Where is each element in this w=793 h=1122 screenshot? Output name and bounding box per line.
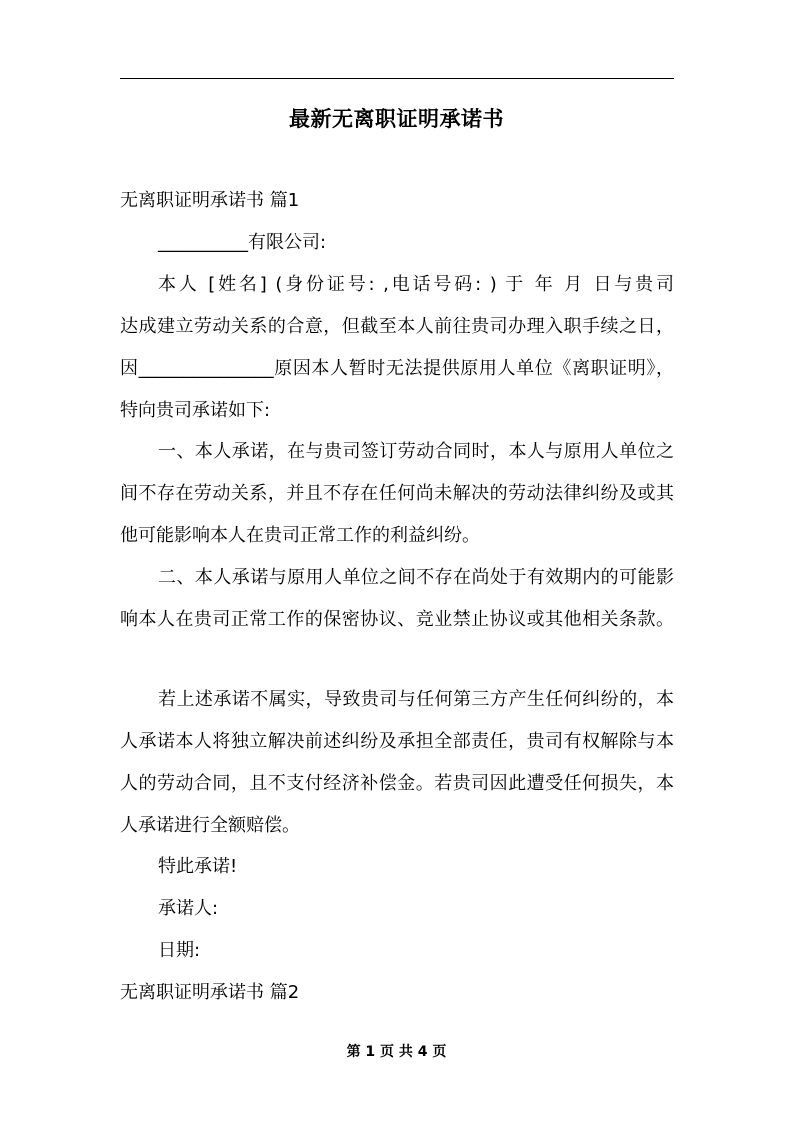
para3-line-2: 响本人在贵司正常工作的保密协议、竞业禁止协议或其他相关条款。 <box>120 609 674 630</box>
para4-line-3: 人的劳动合同，且不支付经济补偿金。若贵司因此遭受任何损失，本 <box>120 773 674 794</box>
para2-line-2: 间不存在劳动关系，并且不存在任何尚未解决的劳动法律纠纷及或其 <box>120 483 674 504</box>
para1-line-4: 特向贵司承诺如下: <box>120 400 271 421</box>
para4-line-4: 人承诺进行全额赔偿。 <box>120 815 300 836</box>
section-heading-2: 无离职证明承诺书 篇2 <box>120 982 300 1003</box>
addressee-line: __________有限公司: <box>158 232 327 253</box>
para1-line-3: 因_______________原因本人暂时无法提供原用人单位《离职证明》， <box>120 358 674 379</box>
para1-line-1: 本人 [姓名] (身份证号: ,电话号码: ) 于 年 月 日与贵司 <box>158 274 674 295</box>
para4-line-2: 人承诺本人将独立解决前述纠纷及承担全部责任，贵司有权解除与本 <box>120 731 674 752</box>
page-footer: 第 1 页 共 4 页 <box>346 1044 447 1060</box>
section-heading-1: 无离职证明承诺书 篇1 <box>120 190 300 211</box>
header-rule <box>120 78 674 79</box>
date-line: 日期: <box>158 940 201 961</box>
para2-line-1: 一、本人承诺，在与贵司签订劳动合同时，本人与原用人单位之 <box>158 441 674 462</box>
signer-line: 承诺人: <box>158 898 219 919</box>
closing-line: 特此承诺! <box>158 856 238 877</box>
para3-line-1: 二、本人承诺与原用人单位之间不存在尚处于有效期内的可能影 <box>158 567 674 588</box>
para1-line-2: 达成建立劳动关系的合意，但截至本人前往贵司办理入职手续之日， <box>120 316 674 337</box>
para2-line-3: 他可能影响本人在贵司正常工作的利益纠纷。 <box>120 525 480 546</box>
para4-line-1: 若上述承诺不属实，导致贵司与任何第三方产生任何纠纷的，本 <box>158 689 674 710</box>
document-title: 最新无离职证明承诺书 <box>289 107 504 131</box>
